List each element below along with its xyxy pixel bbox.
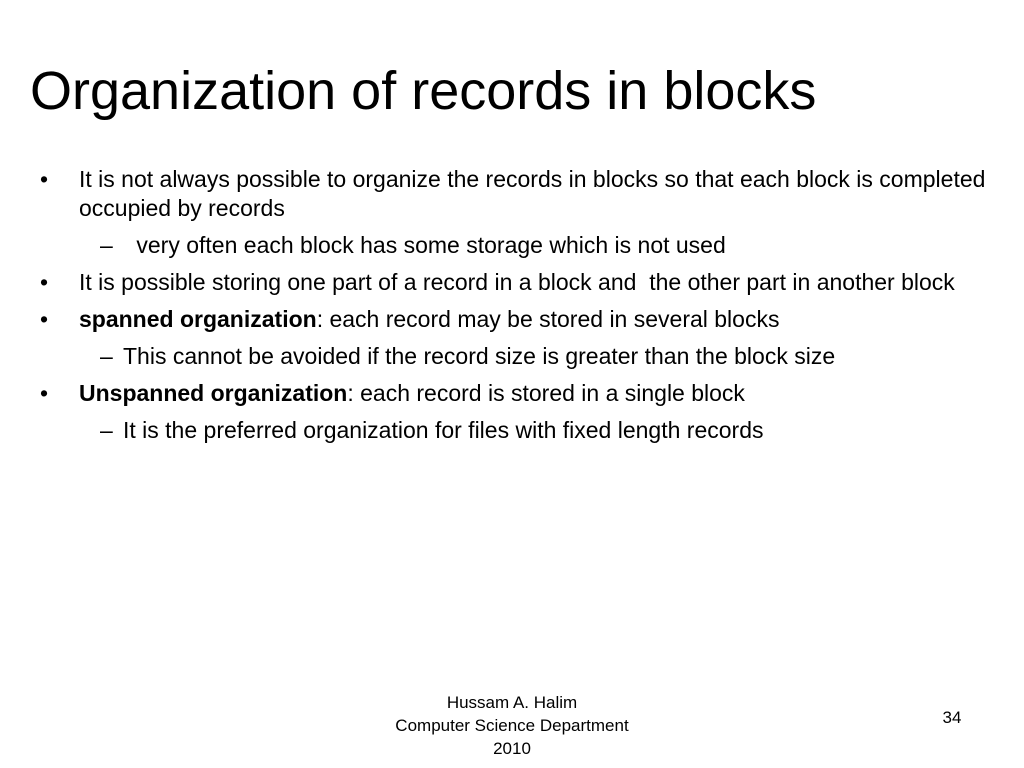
bullet-marker: • bbox=[40, 306, 49, 332]
bullet-lead-term: Unspanned organization bbox=[79, 380, 348, 406]
bullet-marker: • bbox=[40, 380, 49, 406]
bullet-text: It is not always possible to organize the records in blocks so that each block is completed occupied by records bbox=[79, 166, 986, 221]
dash-marker: – bbox=[100, 343, 113, 369]
footer-author: Hussam A. Halim bbox=[446, 693, 578, 712]
bullet-item bbox=[40, 379, 1010, 408]
bullet-item bbox=[40, 268, 1010, 297]
bullet-item bbox=[40, 305, 1010, 334]
slide-title: Organization of records in blocks bbox=[30, 61, 817, 121]
bullet-lead-term: spanned organization bbox=[79, 306, 317, 332]
sub-bullet-item bbox=[40, 231, 1010, 260]
sub-bullet-text: very often each block has some storage which is not used bbox=[130, 232, 726, 258]
sub-bullet-item bbox=[40, 416, 1010, 445]
slide-number: 34 bbox=[942, 708, 962, 727]
bullet-item bbox=[40, 165, 1010, 223]
bullet-text: : each record is stored in a single block bbox=[347, 380, 745, 406]
bullet-marker: • bbox=[40, 269, 49, 295]
slide-footer bbox=[362, 691, 662, 760]
sub-bullet-text: It is the preferred organization for files with fixed length records bbox=[123, 417, 764, 443]
sub-bullet-text: This cannot be avoided if the record size is greater than the block size bbox=[123, 343, 836, 369]
dash-marker: – bbox=[100, 417, 113, 443]
footer-department: Computer Science Department bbox=[395, 716, 629, 735]
bullet-text: It is possible storing one part of a record in a block and the other part in another block bbox=[79, 269, 955, 295]
footer-year: 2010 bbox=[493, 739, 531, 758]
sub-bullet-item bbox=[40, 342, 1010, 371]
dash-marker: – bbox=[100, 232, 113, 258]
bullet-text: : each record may be stored in several blocks bbox=[316, 306, 780, 332]
bullet-list bbox=[40, 165, 1010, 445]
bullet-marker: • bbox=[40, 166, 49, 192]
